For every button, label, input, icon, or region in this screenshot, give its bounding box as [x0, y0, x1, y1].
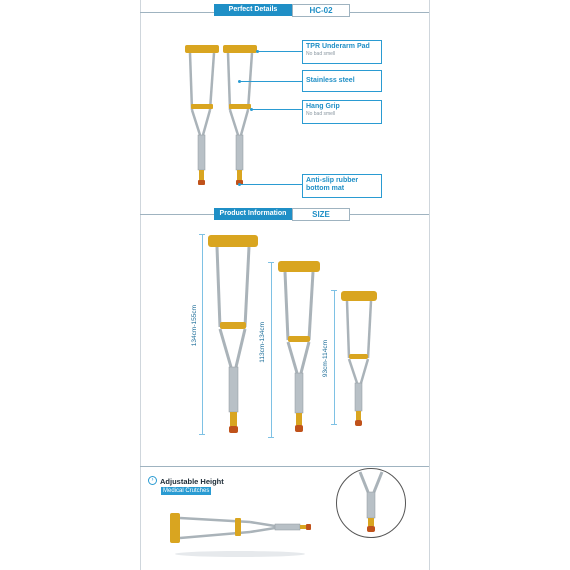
- product-information-tag: Product Information: [214, 208, 292, 220]
- dim-cap: [331, 424, 337, 425]
- callout-title: Anti-slip rubber bottom mat: [306, 177, 359, 192]
- callout-underarm-pad: [302, 40, 382, 64]
- crutch-large: [205, 232, 265, 442]
- crutch-tip-detail: [346, 470, 396, 538]
- size-tag: SIZE: [292, 208, 350, 221]
- crutch-medium: [275, 258, 325, 443]
- perfect-details-tag: Perfect Details: [214, 4, 292, 16]
- callout-anti-slip: [302, 174, 382, 198]
- chevron-right-icon: ›: [148, 476, 157, 485]
- model-tag: HC-02: [292, 4, 350, 17]
- adjustable-height-title: Adjustable Height: [160, 477, 224, 486]
- callout-stainless-steel: [302, 70, 382, 92]
- dim-line-small: [334, 290, 335, 424]
- callout-sub: No bad smell: [306, 51, 336, 57]
- callout-sub: No bad smell: [306, 111, 336, 117]
- dim-line-medium: [271, 262, 272, 437]
- callout-title: TPR Underarm Pad: [306, 43, 370, 50]
- callout-title: Stainless steel: [306, 77, 355, 84]
- leader-pad: [258, 51, 302, 52]
- crutch-right: [223, 45, 257, 185]
- dim-cap: [268, 437, 274, 438]
- crutch-pair-illustration: [180, 40, 270, 195]
- leader-mat: [240, 184, 302, 185]
- dim-cap: [199, 434, 205, 435]
- crutch-small: [338, 288, 380, 430]
- medical-crutches-subtitle: Medical Crutches: [163, 488, 210, 494]
- size-label-small: 93cm-114cm: [322, 340, 329, 378]
- callout-title: Hang Grip: [306, 103, 340, 110]
- size-label-large: 134cm-155cm: [191, 305, 198, 347]
- callout-hang-grip: [302, 100, 382, 124]
- panel-right-border: [429, 0, 430, 570]
- panel-left-border: [140, 0, 141, 570]
- leader-grip: [252, 109, 302, 110]
- crutch-left: [185, 45, 219, 185]
- crutch-horizontal: [165, 510, 315, 560]
- dim-line-large: [202, 234, 203, 434]
- leader-steel: [240, 81, 302, 82]
- size-label-medium: 113cm-134cm: [259, 322, 266, 363]
- section-rule-adjustable: [140, 466, 429, 467]
